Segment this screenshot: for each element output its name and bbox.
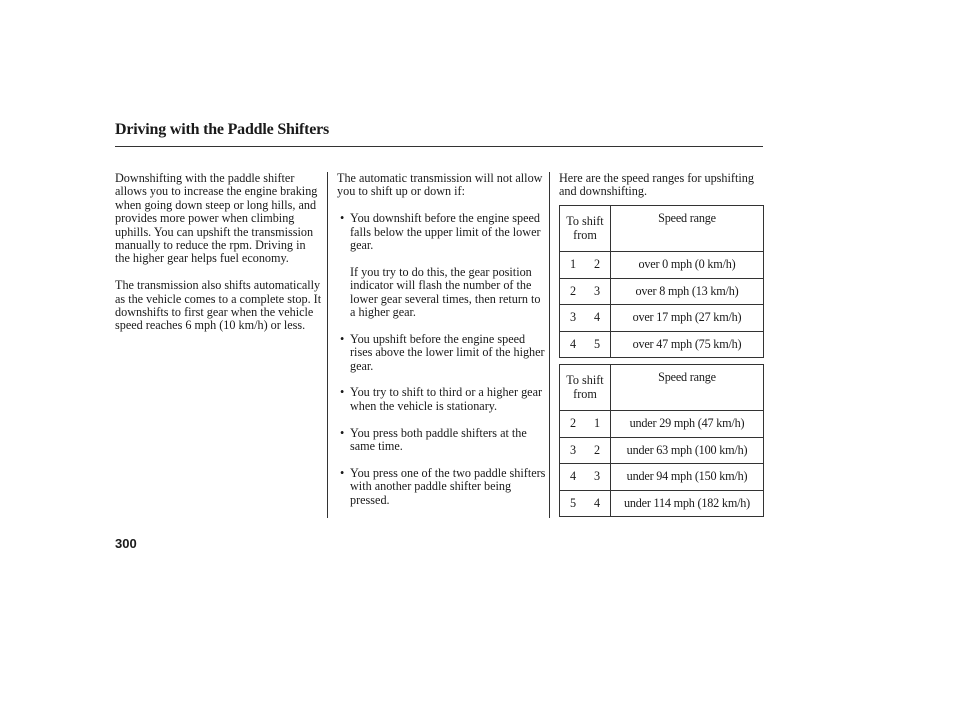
- table-row: [560, 278, 764, 305]
- table-row: [560, 411, 764, 438]
- bullet-icon: •: [340, 331, 345, 346]
- intro-text: Here are the speed ranges for upshifting and downshifting.: [559, 171, 754, 199]
- paragraph: Downshifting with the paddle shifter allows you to increase the engine braking when going down steep or long hills, and provides more power when climbing uphills. You can upshift the transmission manually to reduce the rpm. Driving in the higher gear helps fuel economy.: [115, 171, 318, 266]
- bullet-icon: •: [340, 385, 345, 400]
- list-item: [337, 212, 547, 319]
- header-speed-range: Speed range: [611, 206, 764, 252]
- table-header-row: [560, 365, 764, 411]
- gear-to: 2: [593, 257, 601, 272]
- list-item-text: You upshift before the engine speed rises above the lower limit of the higher gear.: [350, 331, 545, 373]
- column-2: [337, 172, 547, 507]
- gear-cell: [560, 278, 611, 305]
- gear-from: 4: [569, 336, 577, 351]
- list-item: [337, 467, 547, 507]
- page-title: Driving with the Paddle Shifters: [115, 121, 330, 138]
- table-row: [560, 490, 764, 517]
- list-item: [337, 427, 547, 454]
- gear-to: 4: [593, 310, 601, 325]
- gear-cell: [560, 411, 611, 438]
- gear-from: 5: [569, 495, 577, 510]
- bullet-icon: •: [340, 425, 345, 440]
- gear-to: 5: [593, 336, 601, 351]
- paragraph: The transmission also shifts automatically as the vehicle comes to a complete stop. It downshifts to first gear when the vehicle speed reaches 6 mph (10 km/h) or less.: [115, 278, 322, 333]
- gear-cell: [560, 305, 611, 332]
- title-divider: [115, 146, 763, 147]
- header-text: To shift: [566, 214, 604, 229]
- table-row: [560, 305, 764, 332]
- speed-range-cell: over 8 mph (13 km/h): [611, 278, 764, 305]
- conditions-list: [337, 212, 547, 507]
- gear-from: 1: [569, 257, 577, 272]
- column-divider: [549, 172, 550, 518]
- list-item: [337, 333, 547, 373]
- speed-range-cell: over 47 mph (75 km/h): [611, 331, 764, 358]
- speed-range-cell: under 63 mph (100 km/h): [611, 437, 764, 464]
- gear-cell: [560, 252, 611, 279]
- gear-to: 1: [593, 416, 601, 431]
- page-number: 300: [115, 536, 137, 551]
- gear-cell: [560, 464, 611, 491]
- gear-cell: [560, 490, 611, 517]
- bullet-icon: •: [340, 211, 345, 226]
- gear-to: 4: [593, 495, 601, 510]
- header-shift-from: [560, 365, 611, 411]
- gear-from: 2: [569, 416, 577, 431]
- speed-range-cell: over 17 mph (27 km/h): [611, 305, 764, 332]
- header-shift-from: [560, 206, 611, 252]
- table-row: [560, 437, 764, 464]
- list-item-text: You press both paddle shifters at the same time.: [350, 425, 527, 454]
- gear-from: 3: [569, 442, 577, 457]
- column-1: [115, 172, 323, 333]
- header-text: from: [573, 227, 597, 242]
- speed-range-cell: under 29 mph (47 km/h): [611, 411, 764, 438]
- table-header-row: [560, 206, 764, 252]
- list-item-note: If you try to do this, the gear position indicator will flash the number of the lower gear several times, then return to a higher gear.: [350, 264, 541, 320]
- gear-from: 4: [569, 469, 577, 484]
- gear-cell: [560, 437, 611, 464]
- gear-from: 3: [569, 310, 577, 325]
- table-row: [560, 252, 764, 279]
- speed-range-cell: under 94 mph (150 km/h): [611, 464, 764, 491]
- list-item-text: You press one of the two paddle shifters with another paddle shifter being pressed.: [350, 465, 546, 507]
- gear-to: 3: [593, 469, 601, 484]
- gear-cell: [560, 331, 611, 358]
- upshift-speed-table: [559, 205, 764, 358]
- header-text: To shift: [566, 373, 604, 388]
- gear-from: 2: [569, 283, 577, 298]
- speed-range-cell: under 114 mph (182 km/h): [611, 490, 764, 517]
- speed-range-cell: over 0 mph (0 km/h): [611, 252, 764, 279]
- intro-text: The automatic transmission will not allow you to shift up or down if:: [337, 171, 543, 199]
- column-divider: [327, 172, 328, 518]
- list-item-text: You try to shift to third or a higher gear when the vehicle is stationary.: [350, 385, 543, 413]
- downshift-speed-table: [559, 364, 764, 517]
- header-speed-range: Speed range: [611, 365, 764, 411]
- table-row: [560, 464, 764, 491]
- header-text: from: [573, 386, 597, 401]
- list-item-text: You downshift before the engine speed falls below the upper limit of the lower gear.: [350, 211, 541, 253]
- bullet-icon: •: [340, 465, 345, 480]
- gear-to: 3: [593, 283, 601, 298]
- list-item: [337, 386, 547, 413]
- gear-to: 2: [593, 442, 601, 457]
- column-3: [559, 172, 764, 199]
- table-row: [560, 331, 764, 358]
